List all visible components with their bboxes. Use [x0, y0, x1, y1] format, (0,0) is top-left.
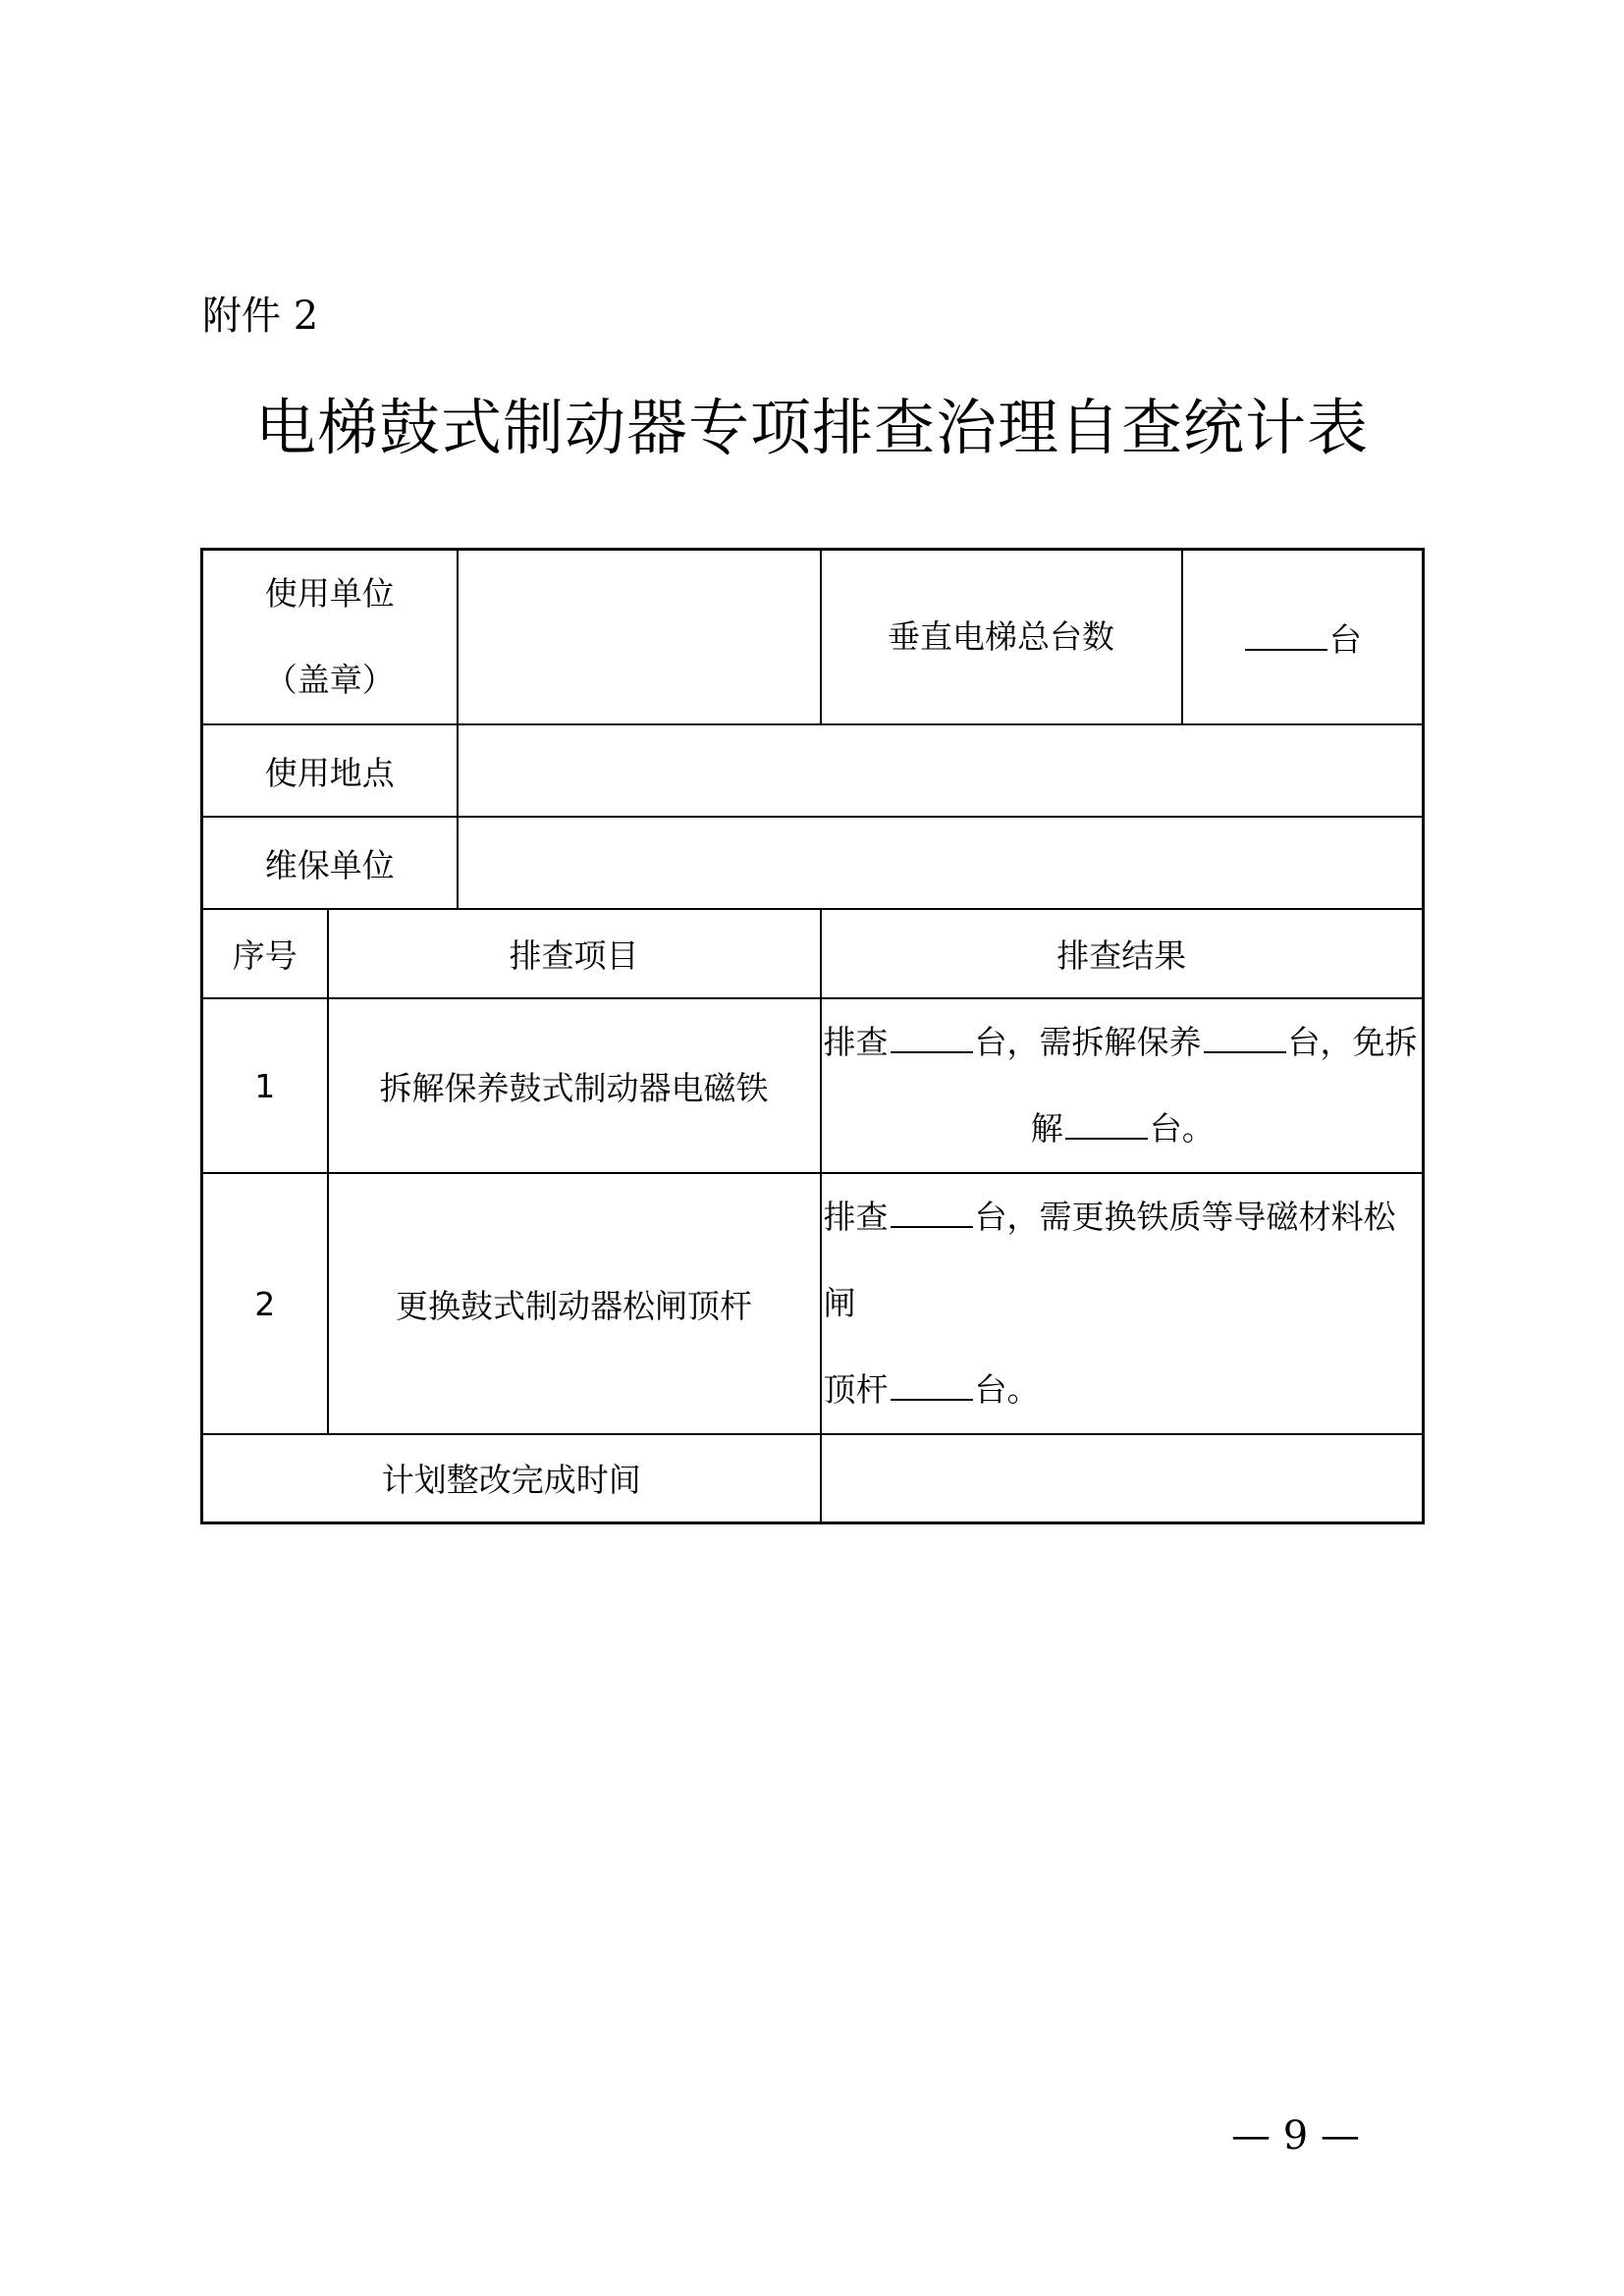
table-row	[202, 1173, 1424, 1434]
table-row	[202, 550, 1424, 725]
header-item: 排查项目	[328, 909, 821, 998]
header-seq: 序号	[202, 909, 328, 998]
result-text: 台，免拆	[1287, 1023, 1418, 1061]
result-text: 排查	[823, 1023, 889, 1061]
result-text: 解	[1030, 1109, 1063, 1148]
fill-blank[interactable]	[891, 1369, 973, 1401]
location-label: 使用地点	[264, 753, 395, 792]
table-row	[202, 817, 1424, 909]
user-unit-label: 使用单位	[264, 574, 395, 613]
table-row	[202, 1434, 1424, 1522]
seal-note: （盖章）	[264, 661, 395, 699]
maintenance-label-cell	[202, 817, 458, 909]
location-label-cell	[202, 724, 458, 817]
fill-blank[interactable]	[1245, 619, 1327, 651]
result-text: 排查	[823, 1198, 889, 1236]
elevator-total-label: 垂直电梯总台数	[888, 617, 1114, 656]
maintenance-label: 维保单位	[264, 845, 395, 884]
result-line-2	[824, 1086, 1423, 1172]
elevator-total-label-cell	[821, 550, 1182, 725]
fill-blank[interactable]	[891, 1197, 973, 1228]
table-row	[202, 998, 1424, 1173]
user-unit-value-cell[interactable]	[458, 550, 821, 725]
row-result	[821, 998, 1424, 1173]
result-text: 台，需拆解保养	[974, 1023, 1202, 1061]
row-result	[821, 1173, 1424, 1434]
header-result: 排查结果	[821, 909, 1424, 998]
result-text: 台。	[974, 1370, 1040, 1409]
fill-blank[interactable]	[1204, 1022, 1286, 1053]
table-header-row	[202, 909, 1424, 998]
elevator-total-value-cell[interactable]	[1182, 550, 1424, 725]
result-text: 顶杆	[823, 1370, 889, 1409]
row-seq: 2	[202, 1173, 328, 1434]
attachment-label: 附件 2	[202, 294, 319, 339]
unit-text: 台	[1328, 619, 1362, 659]
table-row	[202, 724, 1424, 817]
plan-value-cell[interactable]	[821, 1434, 1424, 1522]
plan-label-cell	[202, 1434, 821, 1522]
result-text: 台，需更换铁质等导磁材料松闸	[823, 1198, 1396, 1322]
user-unit-label-cell	[202, 550, 458, 725]
page-number: — 9 —	[1231, 2113, 1360, 2159]
fill-blank[interactable]	[891, 1022, 973, 1053]
row-item: 更换鼓式制动器松闸顶杆	[328, 1173, 821, 1434]
row-seq: 1	[202, 998, 328, 1173]
plan-label: 计划整改完成时间	[381, 1461, 641, 1500]
location-value-cell[interactable]	[458, 724, 1424, 817]
fill-blank[interactable]	[1065, 1108, 1148, 1140]
document-title: 电梯鼓式制动器专项排查治理自查统计表	[254, 392, 1369, 463]
result-text: 台。	[1149, 1109, 1215, 1148]
maintenance-value-cell[interactable]	[458, 817, 1424, 909]
row-item: 拆解保养鼓式制动器电磁铁	[328, 998, 821, 1173]
self-check-table	[200, 548, 1425, 1524]
